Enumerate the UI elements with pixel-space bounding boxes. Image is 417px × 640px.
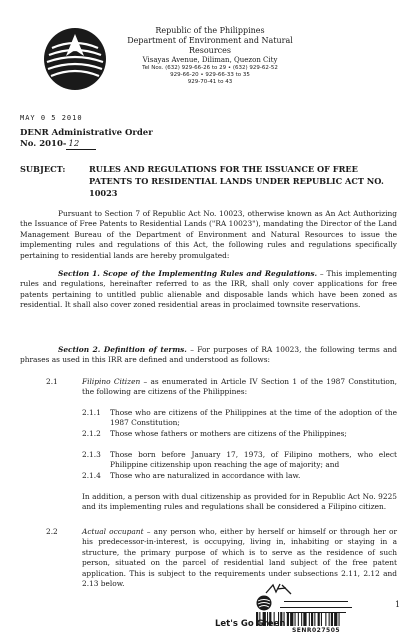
subitem-number: 2.1.4 [82, 471, 101, 480]
subject-text: RULES AND REGULATIONS FOR THE ISSUANCE OF FREE PATENTS TO RESIDENTIAL LANDS UNDER REPUBLIC ACT NO. 10023 [89, 164, 384, 198]
subitem-2-1-1 [82, 408, 397, 429]
item-2-2 [46, 527, 397, 589]
subitem-number: 2.1.3 [82, 450, 101, 459]
dual-citizenship-paragraph: In addition, a person with dual citizenship as provided for in Republic Act No. 9225 and its implementing rules and regulations shall be considered a Filipino citizen. [82, 492, 397, 512]
letterhead-tel-3: 929-70-41 to 43 [187, 79, 233, 85]
barcode-number: SENR027505 [291, 627, 341, 634]
subitem-number: 2.1.1 [82, 408, 101, 417]
denr-small-logo [256, 595, 272, 611]
letterhead [110, 26, 310, 86]
subitem-text: Those born before January 17, 1973, of Filipino mothers, who elect Philippine citizenship upon reaching the age of majority; and [110, 450, 397, 470]
section-2 [20, 345, 397, 366]
item-2-2-number: 2.2 [46, 527, 58, 536]
order-number-value: 12 [66, 139, 96, 150]
footer-slogan: Let's Go Green [215, 619, 286, 629]
item-2-1-number: 2.1 [46, 377, 58, 386]
section-1-text: – This implementing rules and regulations, hereinafter referred to as the IRR, shall only cover applications for free patents pertaining to untitled public alienable and disposable lands which have been zoned as residential. It shall also cover zoned residential areas in proclaimed townsite reservations. [20, 269, 397, 310]
letterhead-department: Department of Environment and Natural Resources [127, 36, 293, 55]
order-title: DENR Administrative Order [20, 128, 153, 138]
section-1 [20, 269, 397, 311]
item-2-2-body [82, 527, 397, 589]
item-2-1 [46, 377, 397, 398]
section-1-heading: Section 1. Scope of the Implementing Rules and Regulations. [58, 269, 318, 278]
order-number [20, 139, 96, 150]
subitem-2-1-2 [82, 429, 397, 439]
item-2-2-text: – any person who, either by herself or himself or through her or his predecessor-in-interest, is occupying, living in, inhabiting or staying in a structure, the primary purpose of which is to serve as the residence of such person, situated on the parcel of residential land subject of the free patent application. This is subject to the requirements under subsections 2.11, 2.12 and 2.13 below. [82, 527, 397, 589]
letterhead-address: Visayas Avenue, Diliman, Quezon City [142, 56, 278, 64]
subitem-text: Those who are citizens of the Philippines at the time of the adoption of the 1987 Constitution; [110, 408, 397, 428]
letterhead-republic: Republic of the Philippines [155, 26, 265, 35]
item-2-2-term: Actual occupant [82, 527, 144, 536]
footer-letterhead-stamp [276, 597, 356, 613]
item-2-1-text: – as enumerated in Article IV Section 1 of the 1987 Constitution, the following are citizens of the Philippines: [82, 377, 397, 397]
item-2-1-term: Filipino Citizen [82, 377, 141, 386]
intro-paragraph: Pursuant to Section 7 of Republic Act No. 10023, otherwise known as An Act Authorizing the Issuance of Free Patents to Residential Lands ("RA 10023"), mandating the Director of the Land Management Bureau of the Department of Environment and Natural Resources to issue the implementing rules and regulations of this Act, the following rules and regulations specifically pertaining to residential lands are hereby promulgated: [20, 209, 397, 260]
order-number-label: No. 2010- [20, 139, 67, 149]
letterhead-tel-1: Tel Nos. (632) 929-66-26 to 29 • (632) 929-62-52 [142, 65, 278, 71]
subject-label: SUBJECT: [20, 164, 66, 174]
page-number: 1 [395, 600, 401, 609]
section-2-text: – For purposes of RA 10023, the following terms and phrases as used in this IRR are defined and understood as follows: [20, 345, 397, 365]
subitem-text: Those whose fathers or mothers are citizens of the Philippines; [110, 429, 347, 438]
denr-seal-logo [42, 26, 108, 92]
date-stamp: MAY 0 5 2010 [20, 114, 83, 122]
subitem-2-1-4 [82, 471, 397, 481]
subitem-2-1-3 [82, 450, 397, 471]
section-2-heading: Section 2. Definition of terms. [58, 345, 187, 354]
subject [20, 163, 397, 199]
letterhead-tel-2: 929-66-20 • 929-66-33 to 35 [170, 72, 250, 78]
item-2-1-body [82, 377, 397, 398]
subitem-text: Those who are naturalized in accordance with law. [110, 471, 301, 480]
subitem-number: 2.1.2 [82, 429, 101, 438]
initials-signature [264, 582, 294, 596]
